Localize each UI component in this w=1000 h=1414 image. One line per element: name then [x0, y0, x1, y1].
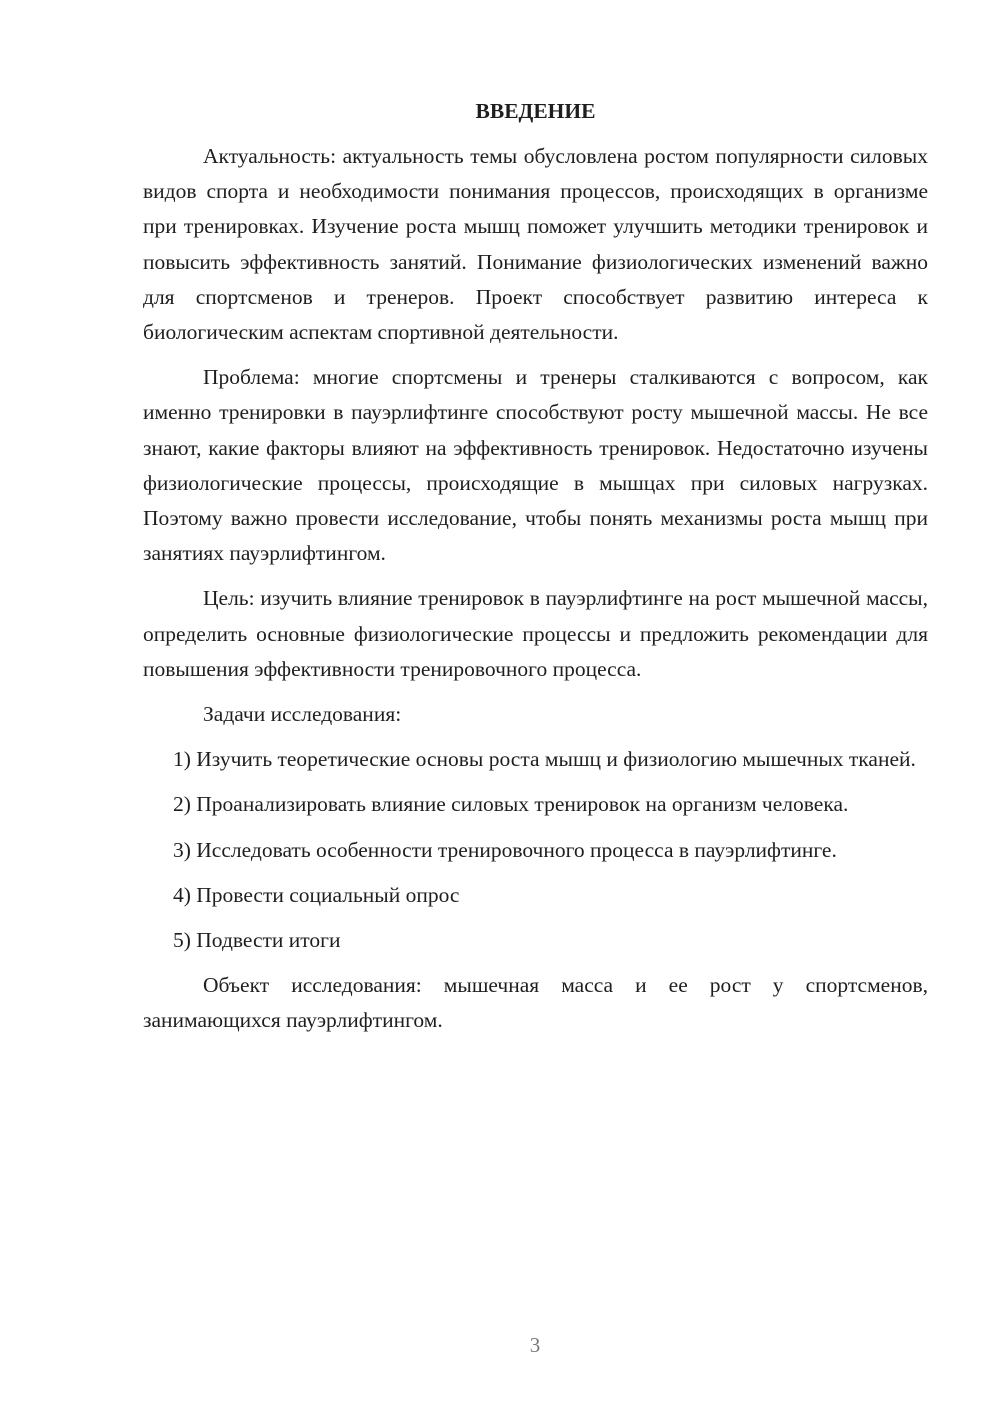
- object-paragraph: Объект исследования: мышечная масса и ее рост у спортсменов, занимающихся пауэрлифтингом.: [143, 973, 928, 1033]
- page-body: [143, 94, 928, 1049]
- problem-paragraph: Проблема: многие спортсмены и тренеры сталкиваются с вопросом, как именно тренировки в пауэрлифтинге способствуют росту мышечной массы. Не все знают, какие факторы влияют на эффективность тренировок. Недостаточно изучены физиологические процессы, происходящие в мышцах при силовых нагрузках. Поэтому важно провести исследование, чтобы понять механизмы роста мышц при занятиях пауэрлифтингом.: [143, 365, 928, 566]
- relevance-paragraph: Актуальность: актуальность темы обусловлена ростом популярности силовых видов спорта и необходимости понимания процессов, происходящих в организме при тренировках. Изучение роста мышц поможет улучшить методики тренировок и повысить эффективность занятий. Понимание физиологических изменений важно для спортсменов и тренеров. Проект способствует развитию интереса к биологическим аспектам спортивной деятельности.: [143, 144, 928, 345]
- task-item: 3) Исследовать особенности тренировочного процесса в пауэрлифтинге.: [173, 837, 837, 862]
- tasks-title: Задачи исследования:: [203, 702, 402, 727]
- task-item: 2) Проанализировать влияние силовых тренировок на организм человека.: [173, 792, 849, 817]
- section-heading: ВВЕДЕНИЕ: [475, 99, 596, 123]
- task-item: 1) Изучить теоретические основы роста мышц и физиологию мышечных тканей.: [173, 747, 916, 772]
- task-item: 4) Провести социальный опрос: [173, 882, 460, 907]
- goal-paragraph: Цель: изучить влияние тренировок в пауэрлифтинге на рост мышечной массы, определить основные физиологические процессы и предложить рекомендации для повышения эффективности тренировочного процесса.: [143, 586, 928, 681]
- task-item: 5) Подвести итоги: [173, 928, 341, 953]
- page-number: 3: [529, 1333, 541, 1357]
